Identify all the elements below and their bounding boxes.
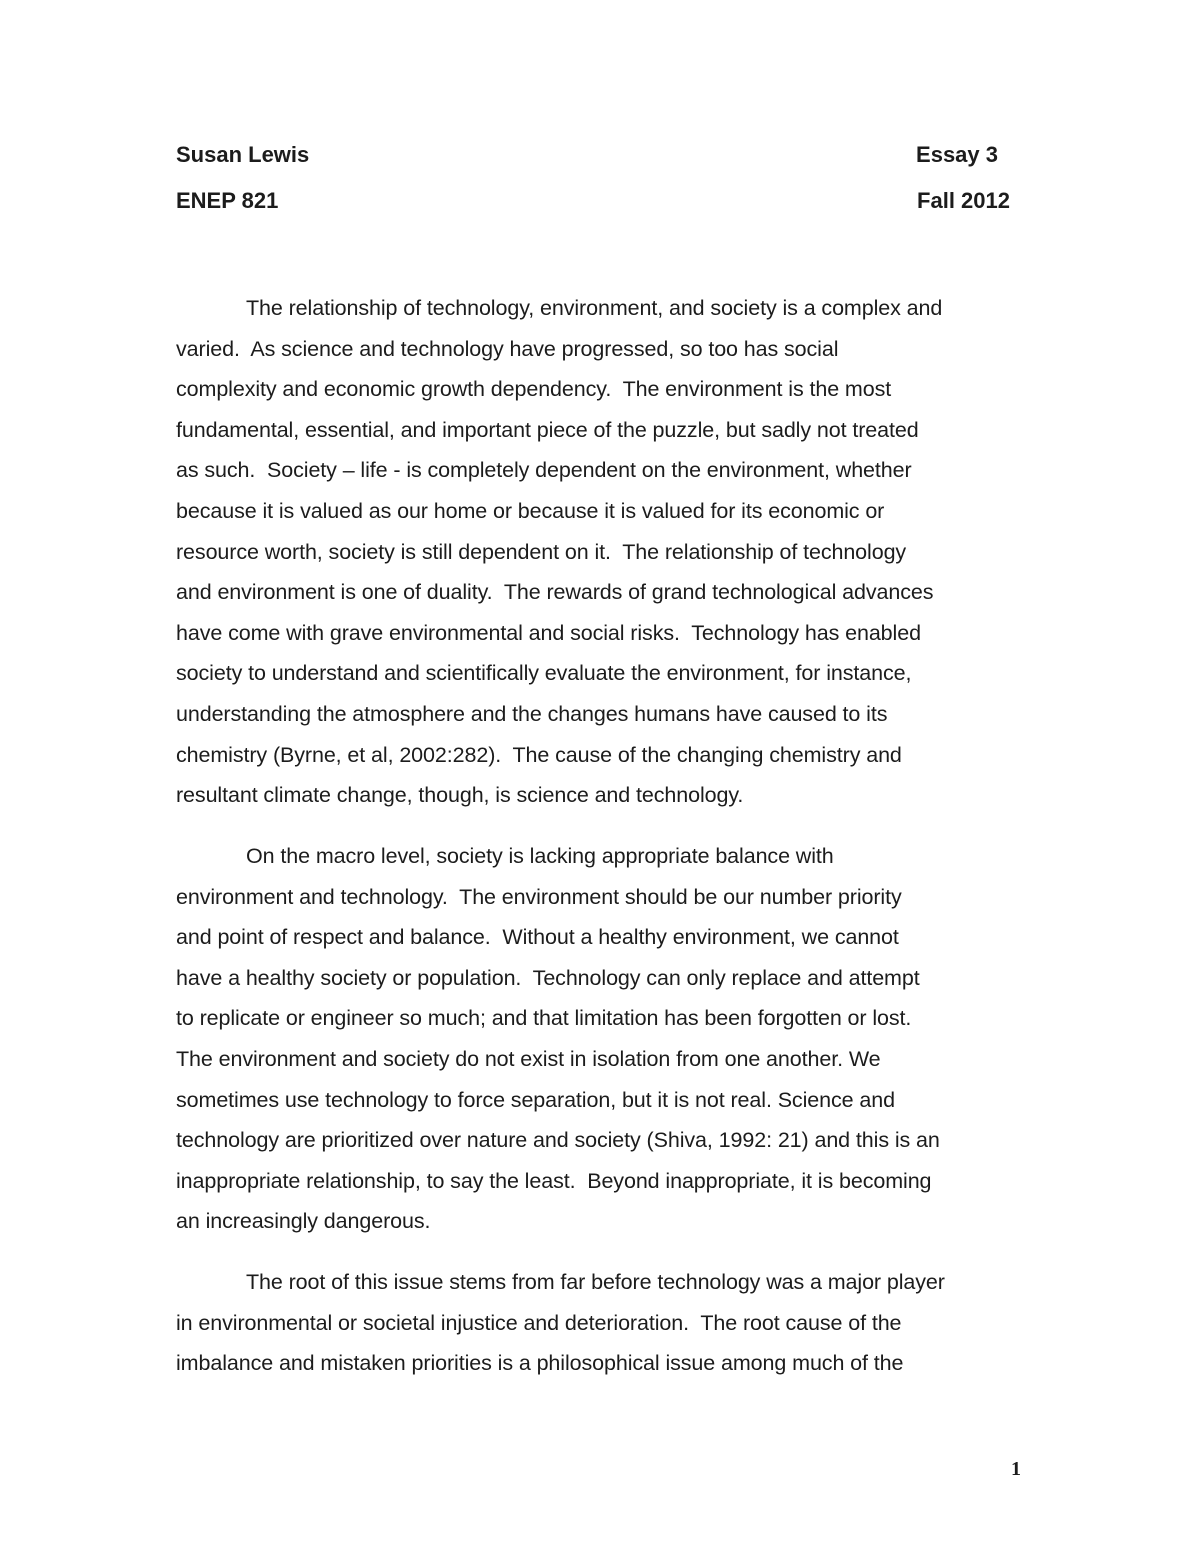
paragraph-line: technology are prioritized over nature and society (Shiva, 1992: 21) and this is an	[176, 1128, 940, 1153]
course-code: ENEP 821	[176, 188, 279, 213]
paragraph-line: and environment is one of duality. The rewards of grand technological advances	[176, 580, 934, 605]
paragraph-line: fundamental, essential, and important piece of the puzzle, but sadly not treated	[176, 417, 919, 442]
paragraph-line: imbalance and mistaken priorities is a philosophical issue among much of the	[176, 1351, 904, 1376]
paragraph-line: chemistry (Byrne, et al, 2002:282). The cause of the changing chemistry and	[176, 742, 902, 767]
paragraph-line: society to understand and scientifically evaluate the environment, for instance,	[176, 661, 912, 686]
paragraph-line: The environment and society do not exist in isolation from one another. We	[176, 1046, 881, 1071]
header-row-1	[176, 140, 1010, 170]
paragraph-line: On the macro level, society is lacking appropriate balance with	[246, 844, 834, 868]
paragraph-line: varied. As science and technology have progressed, so too has social	[176, 336, 839, 361]
paragraph-line: to replicate or engineer so much; and that limitation has been forgotten or lost.	[176, 1006, 912, 1031]
paragraph-line: environment and technology. The environment should be our number priority	[176, 884, 902, 909]
paragraph-line: as such. Society – life - is completely dependent on the environment, whether	[176, 458, 912, 483]
header-row-2	[176, 186, 1010, 216]
paragraph-line: and point of respect and balance. Without a healthy environment, we cannot	[176, 925, 899, 950]
paragraph-line: inappropriate relationship, to say the least. Beyond inappropriate, it is becoming	[176, 1168, 932, 1193]
paragraph-1	[176, 288, 1036, 816]
paragraph-line: have a healthy society or population. Technology can only replace and attempt	[176, 965, 920, 990]
assignment-title: Essay 3	[916, 142, 998, 167]
paragraph-line: resource worth, society is still dependent on it. The relationship of technology	[176, 539, 907, 564]
paragraph-line: because it is valued as our home or because it is valued for its economic or	[176, 498, 885, 523]
term-label: Fall 2012	[917, 188, 1010, 213]
paragraph-line: sometimes use technology to force separation, but it is not real. Science and	[176, 1087, 895, 1112]
page-number: 1	[1011, 1458, 1021, 1480]
paragraph-line: The relationship of technology, environment, and society is a complex and	[246, 296, 943, 320]
author-name: Susan Lewis	[176, 142, 310, 167]
paragraph-line: in environmental or societal injustice and deterioration. The root cause of the	[176, 1310, 902, 1335]
paragraph-line: complexity and economic growth dependency. The environment is the most	[176, 377, 892, 402]
paragraph-3	[176, 1262, 1036, 1384]
paragraph-line: The root of this issue stems from far before technology was a major player	[246, 1270, 945, 1294]
paragraph-line: have come with grave environmental and social risks. Technology has enabled	[176, 620, 921, 645]
paragraph-line: understanding the atmosphere and the changes humans have caused to its	[176, 701, 888, 726]
paragraph-line: an increasingly dangerous.	[176, 1209, 431, 1234]
paragraph-line: resultant climate change, though, is science and technology.	[176, 783, 744, 808]
paragraph-2	[176, 836, 1036, 1242]
